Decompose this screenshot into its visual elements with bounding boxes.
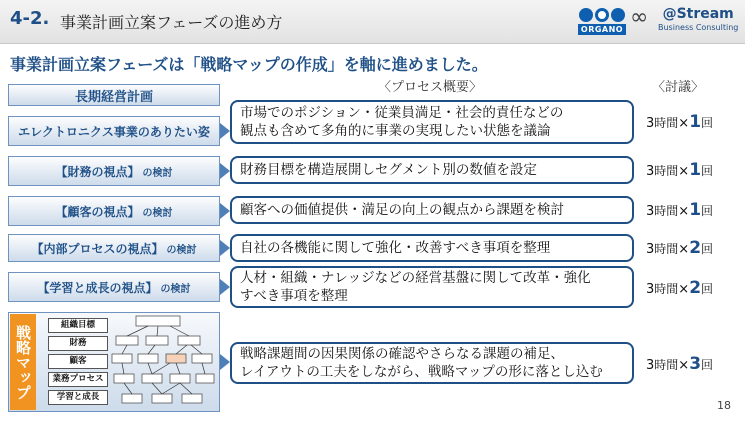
process-column-heading: 〈プロセス概要〉 (378, 80, 483, 95)
process-description: 顧客への価値提供・満足の向上の観点から課題を検討 (230, 196, 634, 224)
stream-logo-sub: Business Consulting (658, 23, 739, 32)
discussion-count: 3時間×3回 (646, 354, 714, 374)
map-node (192, 354, 212, 363)
section-number: 4-2. (10, 8, 50, 29)
process-description: 戦略課題間の因果関係の確認やさらなる課題の補足、 レイアウトの工夫をしながら、戦略マップの形に落とし込む (230, 342, 634, 384)
strategy-map-label: 戦略マップ (10, 314, 36, 410)
map-node (146, 336, 168, 345)
right-arrow-icon (220, 163, 230, 179)
map-perspective: 顧客 (48, 354, 108, 369)
map-node (136, 316, 180, 326)
page-title: 事業計画立案フェーズの進め方 (60, 13, 283, 32)
discussion-count: 3時間×1回 (646, 200, 714, 220)
process-description: 自社の各機能に関して強化・改善すべき事項を整理 (230, 234, 634, 262)
process-step-label: 長期経営計画 (74, 89, 153, 105)
map-node (122, 394, 142, 403)
process-step-vision (8, 116, 220, 146)
map-node (196, 374, 214, 383)
map-node (116, 336, 138, 345)
map-node (178, 336, 200, 345)
discussion-count: 3時間×2回 (646, 278, 714, 298)
map-node (170, 374, 190, 383)
organo-logo (578, 6, 626, 38)
process-step-financial: 【財務の視点】 の検討 (8, 156, 220, 186)
right-arrow-icon (220, 203, 230, 219)
map-node (142, 374, 162, 383)
process-step-learning: 【学習と成長の視点】 の検討 (8, 272, 220, 302)
page-number: 18 (717, 399, 731, 412)
stream-logo (658, 6, 738, 34)
map-perspective: 学習と成長 (48, 390, 108, 405)
organo-logo-text: ORGANO (578, 24, 626, 35)
right-arrow-icon (220, 279, 230, 295)
map-node (112, 354, 132, 363)
map-node (166, 354, 186, 363)
discussion-count: 3時間×1回 (646, 112, 714, 132)
map-perspective: 組織目標 (48, 318, 108, 333)
process-description: 人材・組織・ナレッジなどの経営基盤に関して改革・強化 すべき事項を整理 (230, 266, 634, 308)
process-description: 財務目標を構造展開しセグメント別の数値を設定 (230, 156, 634, 184)
header-bar (0, 0, 745, 44)
stream-logo-main: @Stream (662, 6, 734, 22)
right-arrow-icon (220, 354, 230, 370)
process-step-label: エレクトロニクス事業のありたい姿 (18, 124, 210, 139)
map-perspective: 財務 (48, 336, 108, 351)
process-step-long-term-plan (8, 84, 220, 106)
map-node (114, 374, 134, 383)
map-node (152, 394, 172, 403)
discussion-count: 3時間×2回 (646, 238, 714, 258)
map-perspective: 業務プロセス (48, 372, 108, 387)
headline: 事業計画立案フェーズは「戦略マップの作成」を軸に進めました。 (10, 55, 488, 74)
map-node (182, 394, 202, 403)
strategy-map-diagram (108, 314, 218, 410)
infinity-icon: ∞ (630, 5, 649, 30)
discussion-count: 3時間×1回 (646, 160, 714, 180)
map-node (138, 354, 158, 363)
right-arrow-icon (220, 240, 230, 256)
process-step-internal: 【内部プロセスの視点】 の検討 (8, 234, 220, 262)
right-arrow-icon (220, 123, 230, 139)
discussion-column-heading: 〈討議〉 (652, 80, 705, 95)
process-step-customer: 【顧客の視点】 の検討 (8, 196, 220, 226)
process-description: 市場でのポジション・従業員満足・社会的責任などの 観点も含めて多角的に事業の実現したい状態を議論 (230, 100, 634, 144)
